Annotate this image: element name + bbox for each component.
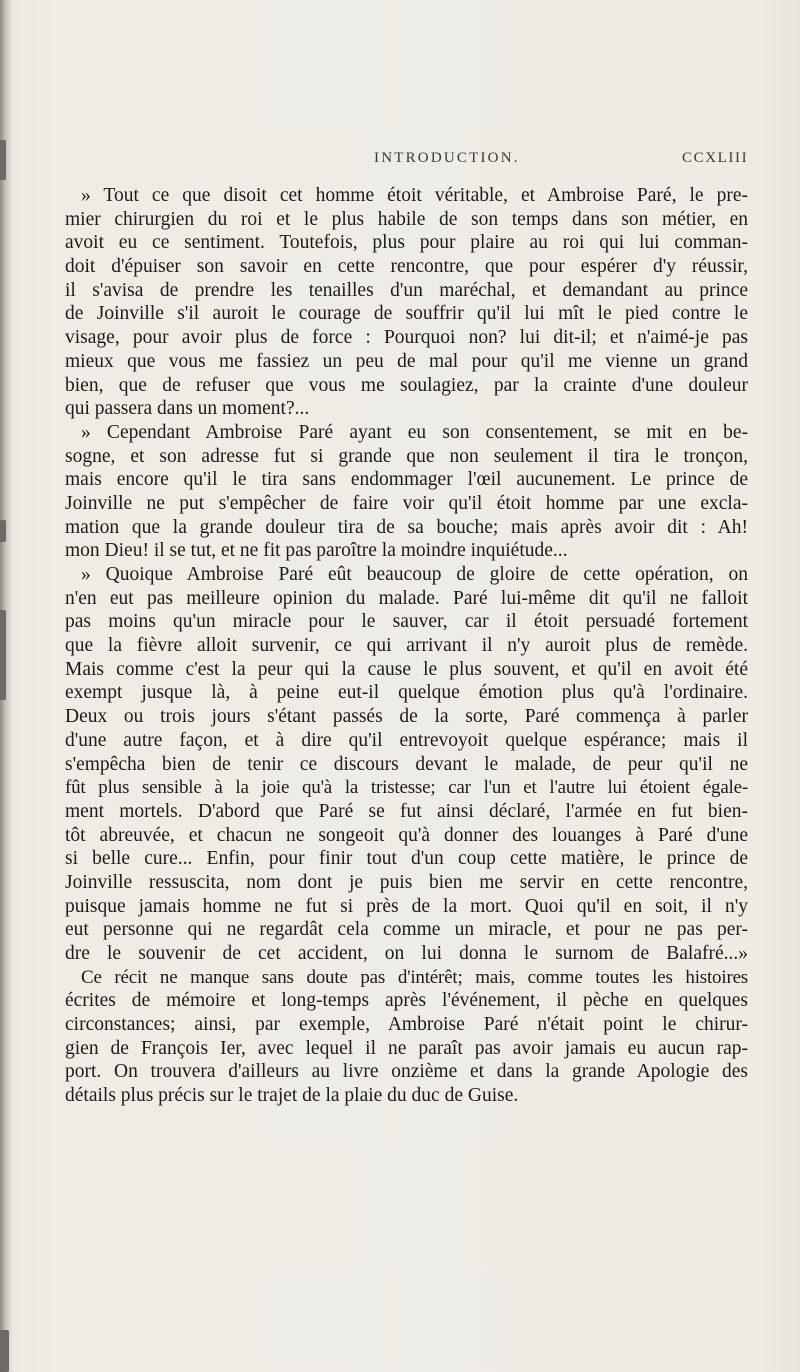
running-title: INTRODUCTION. [374, 150, 520, 166]
text-line: n'en eut pas meilleure opinion du malade. Paré lui-même dit qu'il ne falloit [65, 587, 748, 609]
text-line: qui passera dans un moment?... [65, 398, 310, 420]
text-line: » Quoique Ambroise Paré eût beaucoup de gloire de cette opération, on [81, 564, 748, 585]
running-head [0, 150, 800, 176]
text-line: mais encore qu'il le tira sans endommager l'œil aucunement. Le prince de [65, 469, 748, 491]
text-line: port. On trouvera d'ailleurs au livre onzième et dans la grande Apologie des [65, 1061, 748, 1083]
text-line: avoit eu ce sentiment. Toutefois, plus pour plaire au roi qui lui comman- [65, 232, 748, 254]
page-gutter-shadow [0, 0, 12, 1372]
text-line: sogne, et son adresse fut si grande que non seulement il tira le tronçon, [65, 445, 748, 467]
text-line: » Tout ce que disoit cet homme étoit véritable, et Ambroise Paré, le pre- [81, 185, 748, 206]
text-line: puisque jamais homme ne fut si près de la mort. Quoi qu'il en soit, il n'y [65, 895, 748, 917]
text-line: dre le souvenir de cet accident, on lui donna le surnom de Balafré...» [65, 943, 748, 964]
text-line: » Cependant Ambroise Paré ayant eu son consentement, se mit en be- [81, 421, 748, 443]
text-line: Ce récit ne manque sans doute pas d'intérêt; mais, comme toutes les histoires [81, 966, 748, 988]
text-line: mon Dieu! il se tut, et ne fit pas paroître la moindre inquiétude... [65, 540, 568, 562]
text-line: mier chirurgien du roi et le plus habile de son temps dans son métier, en [65, 208, 748, 230]
text-line: circonstances; ainsi, par exemple, Ambroise Paré n'était point le chirur- [65, 1014, 748, 1036]
text-line: si belle cure... Enfin, pour finir tout d'un coup cette matière, le prince de [65, 848, 748, 870]
text-line: écrites de mémoire et long-temps après l'événement, il pèche en quelques [65, 990, 748, 1012]
binding-mark [0, 520, 6, 542]
text-line: que la fièvre alloit survenir, ce qui arrivant il n'y auroit plus de remède. [65, 635, 748, 657]
text-line: pas moins qu'un miracle pour le sauver, car il étoit persuadé fortement [65, 611, 748, 633]
text-line: d'une autre façon, et à dire qu'il entrevoyoit quelque espérance; mais il [65, 729, 748, 751]
text-line: eut personne qui ne regardât cela comme un miracle, et pour ne pas per- [65, 919, 748, 941]
text-line: détails plus précis sur le trajet de la plaie du duc de Guise. [65, 1085, 519, 1107]
text-line: il s'avisa de prendre les tenailles d'un maréchal, et demandant au prince [65, 279, 748, 301]
text-line: fût plus sensible à la joie qu'à la tristesse; car l'un et l'autre lui étoient égale- [65, 777, 748, 799]
text-line: Joinville ressuscita, nom dont je puis bien me servir en cette rencontre, [65, 871, 748, 893]
text-line: mation que la grande douleur tira de sa bouche; mais après avoir dit : Ah! [65, 516, 748, 538]
text-line: tôt abreuvée, et chacun ne songeoit qu'à donner des louanges à Paré d'une [65, 824, 748, 846]
text-line: visage, pour avoir plus de force : Pourquoi non? lui dit-il; et n'aimé-je pas [65, 327, 748, 349]
text-line: s'empêcha bien de tenir ce discours devant le malade, de peur qu'il ne [65, 753, 748, 775]
text-line: mieux que vous me fassiez un peu de mal pour qu'il me vienne un grand [65, 350, 748, 372]
text-line: Joinville ne put s'empêcher de faire voir qu'il étoit homme par une excla- [65, 492, 748, 514]
binding-mark [0, 1330, 9, 1372]
text-line: exempt jusque là, à peine eut-il quelque émotion plus qu'à l'ordinaire. [65, 682, 748, 704]
text-line: gien de François Ier, avec lequel il ne paraît pas avoir jamais eu aucun rap- [65, 1037, 748, 1059]
binding-mark [0, 610, 6, 700]
text-line: ment mortels. D'abord que Paré se fut ainsi déclaré, l'armée en fut bien- [65, 800, 748, 822]
text-line: de Joinville s'il auroit le courage de souffrir qu'il lui mît le pied contre le [65, 303, 748, 325]
text-line: Deux ou trois jours s'étant passés de la sorte, Paré commença à parler [65, 706, 748, 728]
page-number: CCXLIII [682, 150, 749, 166]
text-line: doit d'épuiser son savoir en cette rencontre, que pour espérer d'y réussir, [65, 256, 748, 278]
text-line: Mais comme c'est la peur qui la cause le plus souvent, et qu'il en avoit été [65, 658, 748, 680]
body-text [65, 184, 748, 1108]
text-line: bien, que de refuser que vous me soulagiez, par la crainte d'une douleur [65, 374, 748, 396]
